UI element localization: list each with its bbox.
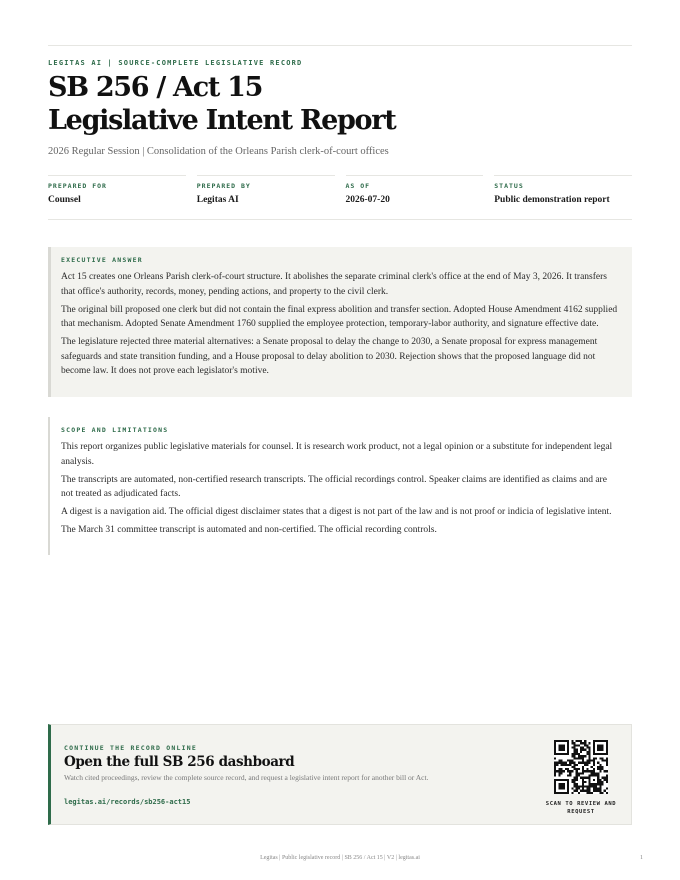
meta-as-of [346, 175, 484, 205]
scope-limitations-section [48, 417, 632, 555]
paragraph: Act 15 creates one Orleans Parish clerk-of-court structure. It abolishes the separate criminal clerk's office at the end of May 3, 2026. It transfers that office's authority, records, money, pending actions, and property to the civil clerk. [61, 272, 607, 297]
dashboard-link[interactable]: legitas.ai/records/sb256-act15 [64, 798, 191, 806]
report-page [48, 0, 643, 880]
paragraph: The legislature rejected three material alternatives: a Senate proposal to delay the change to 2030, a Senate proposal for express management safeguards and state transition funding, and a House proposal to delay abolition to 2030. Rejection shows that the proposed language did not become law. It does not prove each legislator's motive. [61, 337, 598, 376]
paragraph: The transcripts are automated, non-certified research transcripts. The official recordings control. Speaker claims are identified as claims and are not treated as adjudicated facts. [61, 474, 607, 499]
paragraph: This report organizes public legislative materials for counsel. It is research work product, not a legal opinion or a substitute for independent legal analysis. [61, 442, 613, 467]
callout-title: Open the full SB 256 dashboard [64, 754, 295, 770]
meta-label: STATUS [494, 182, 524, 190]
section-label: EXECUTIVE ANSWER [61, 256, 143, 264]
meta-value: Public demonstration report [494, 195, 610, 205]
qr-caption [531, 800, 631, 816]
page-footer: Legitas | Public legislative record | SB 256 / Act 15 | V2 | legitas.ai [260, 855, 420, 861]
page-subtitle: 2026 Regular Session | Consolidation of the Orleans Parish clerk-of-court offices [48, 146, 389, 157]
meta-label: PREPARED BY [196, 182, 251, 190]
meta-value: Legitas AI [196, 195, 239, 205]
meta-value: 2026-07-20 [345, 195, 390, 205]
qr-caption-line: SCAN TO REVIEW AND [545, 801, 617, 807]
title-line-1: SB 256 / Act 15 [48, 72, 263, 103]
page-title [48, 71, 395, 137]
section-label: SCOPE AND LIMITATIONS [61, 426, 169, 434]
callout-label: CONTINUE THE RECORD ONLINE [64, 744, 197, 752]
meta-prepared-by [197, 175, 335, 205]
meta-label: PREPARED FOR [48, 182, 107, 190]
meta-value: Counsel [48, 195, 81, 205]
meta-prepared-for [48, 175, 186, 205]
report-metadata [48, 175, 632, 205]
meta-label: AS OF [345, 182, 371, 190]
page-number: 1 [640, 855, 643, 861]
paragraph: A digest is a navigation aid. The official digest disclaimer states that a digest is not part of the law and is not proof or indicia of legislative intent. [61, 507, 612, 517]
eyebrow-label: LEGITAS AI | SOURCE-COMPLETE LEGISLATIVE RECORD [48, 59, 303, 67]
callout-description: Watch cited proceedings, review the complete source record, and request a legislative intent report for another bill or Act. [64, 773, 429, 782]
qr-caption-line: REQUEST [567, 809, 595, 815]
paragraph: The March 31 committee transcript is automated and non-certified. The official recording controls. [61, 525, 437, 535]
executive-answer-section [48, 247, 632, 397]
meta-divider [48, 219, 632, 220]
meta-status [494, 175, 632, 205]
paragraph: The original bill proposed one clerk but did not contain the final express abolition and transfer section. Adopted House Amendment 4162 supplied that mechanism. Adopted Senate Amendment 1760 supplied the employee protection, temporary-labor authority, and signature effective date. [61, 304, 618, 329]
online-record-callout [48, 724, 632, 825]
qr-code-icon[interactable] [554, 740, 608, 794]
title-line-2: Legislative Intent Report [48, 105, 396, 136]
top-divider [48, 45, 632, 46]
